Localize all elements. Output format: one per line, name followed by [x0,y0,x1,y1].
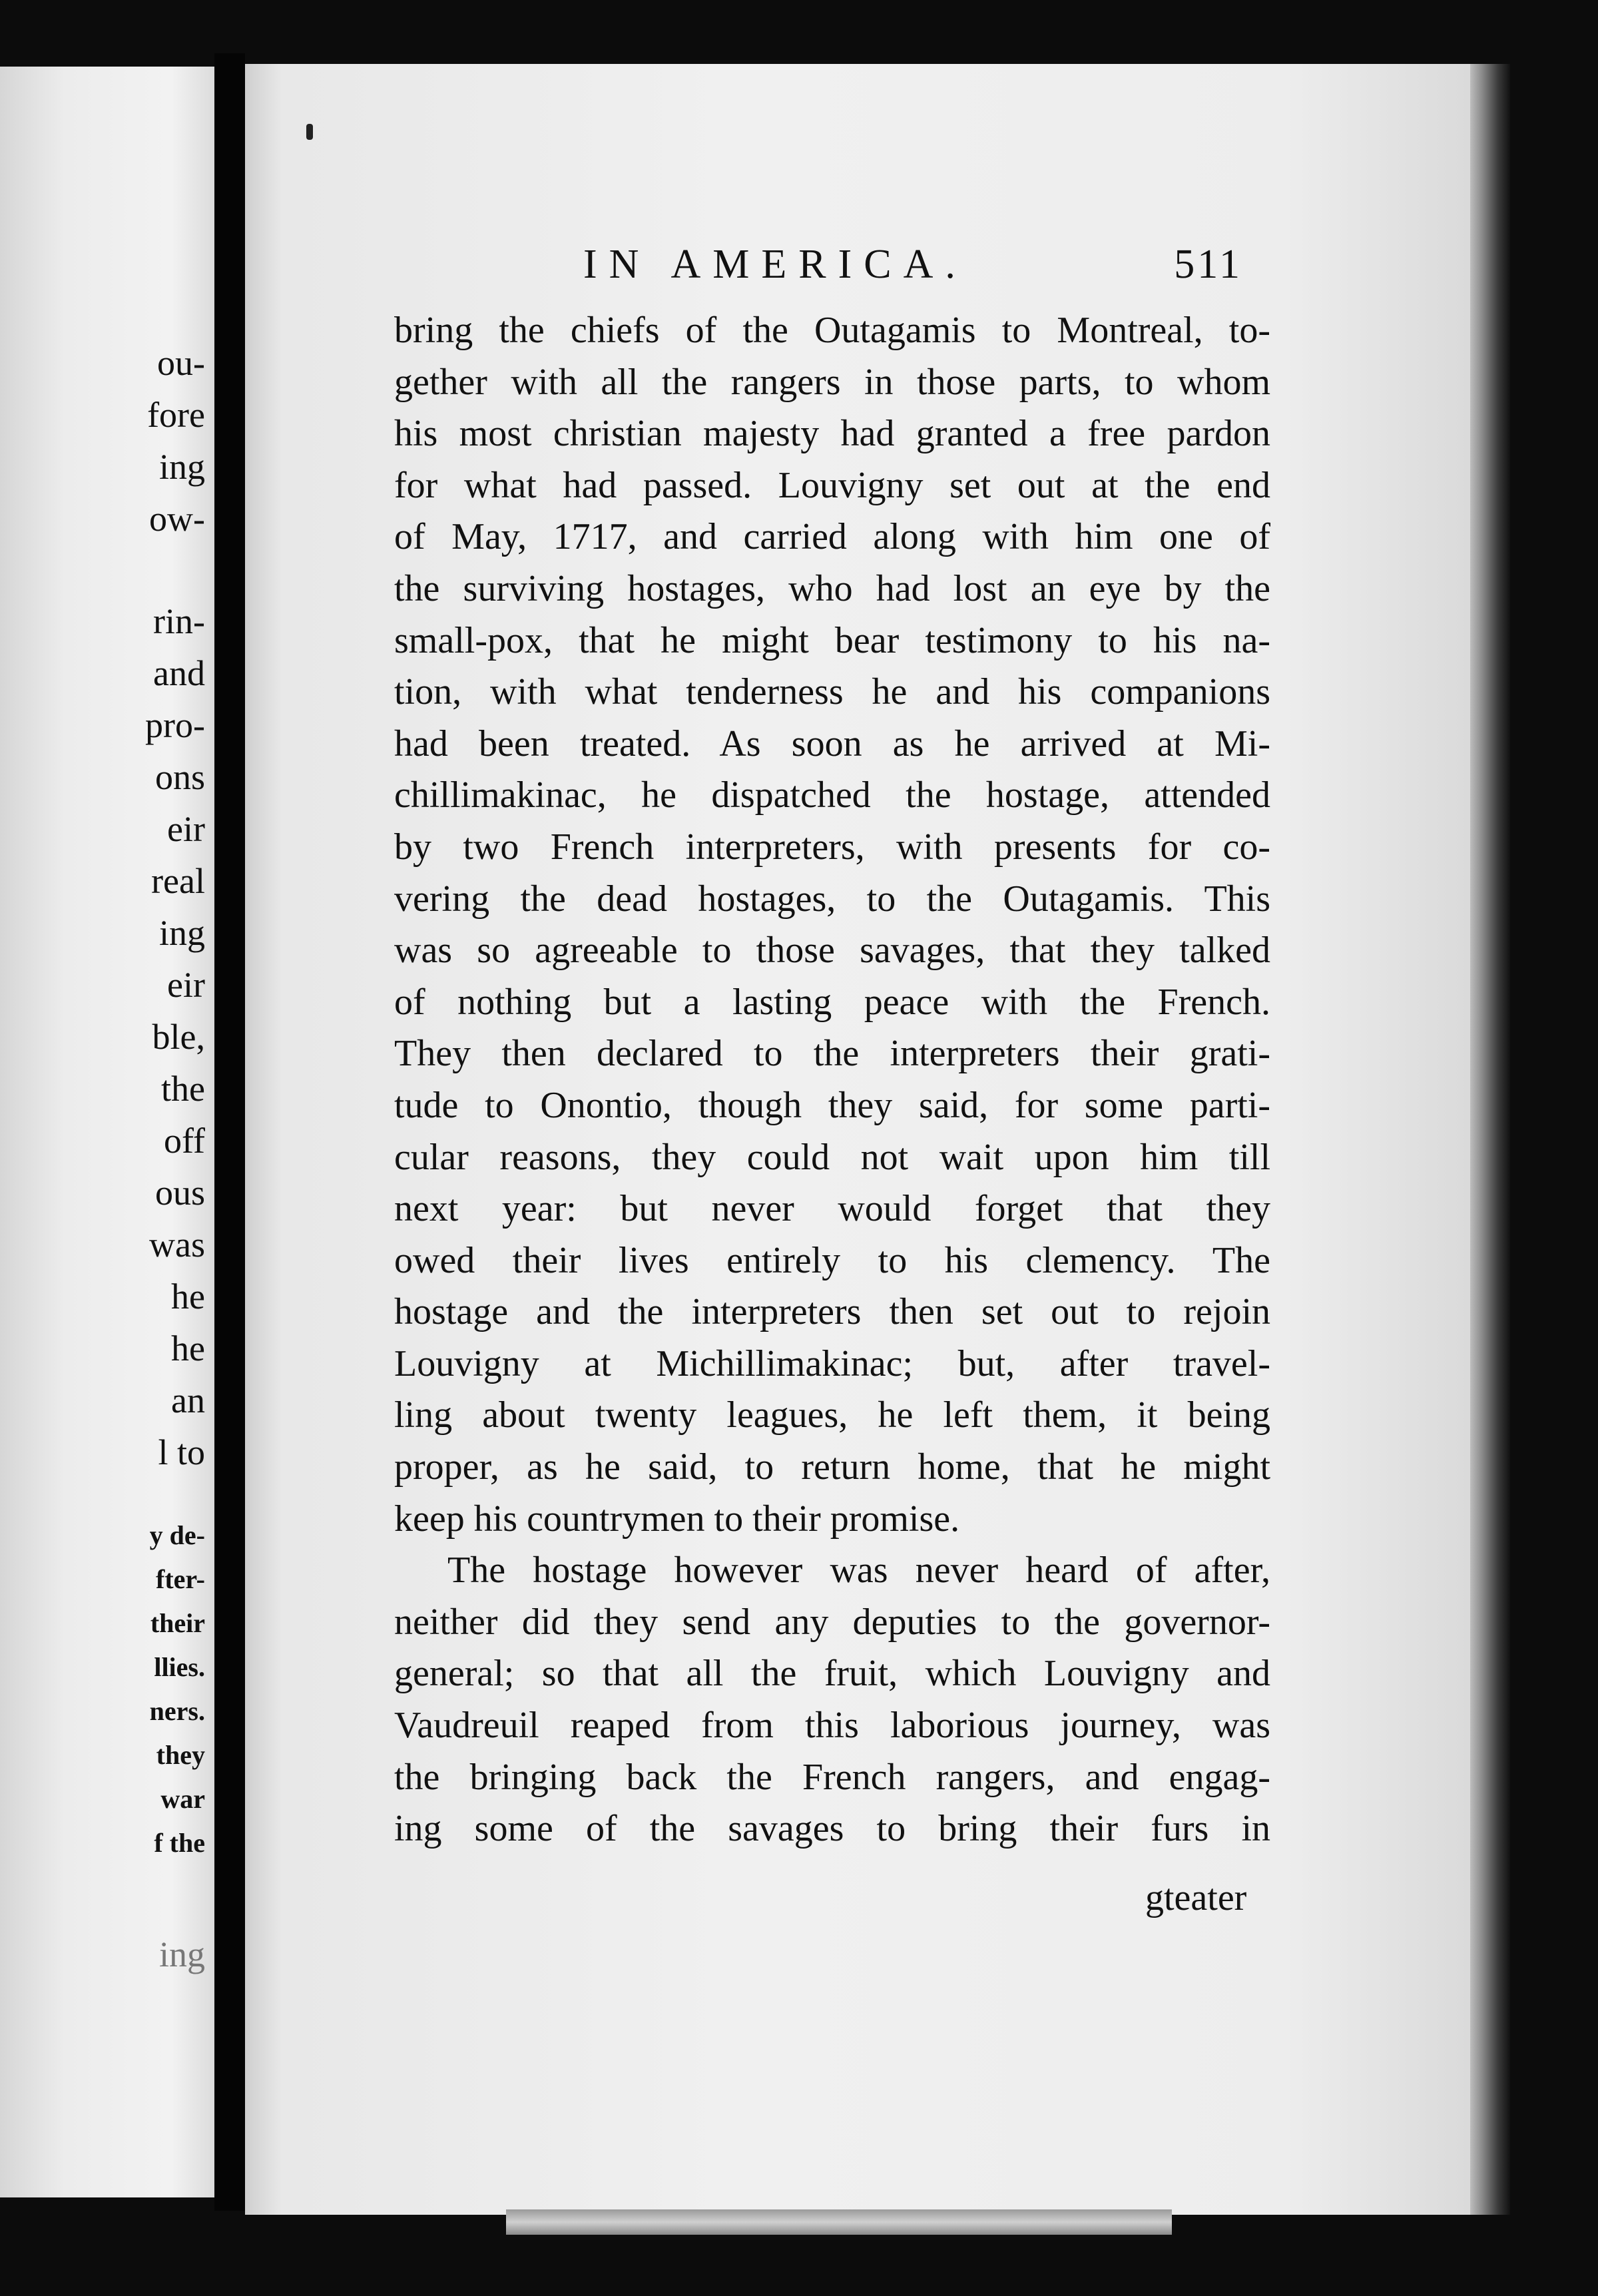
facing-page-fragment: they [156,1740,205,1770]
text-line: of nothing but a lasting peace with the French. [394,981,1270,1023]
text-line: was so agreeable to those savages, that they talked [394,930,1270,972]
facing-page-fragment: llies. [154,1652,205,1682]
text-line: by two French interpreters, with presents for co- [394,826,1270,868]
facing-page-fragment: ow- [149,499,205,539]
text-line: keep his countrymen to their promise. [394,1498,960,1540]
page-header [543,241,1242,294]
text-line: small-pox, that he might bear testimony to his na- [394,619,1270,661]
facing-page-fragment: fore [147,395,205,435]
facing-page-fragment: the [161,1069,205,1109]
facing-page-fragment: war [160,1784,205,1814]
facing-page-fragment: their [150,1608,205,1638]
text-line: Vaudreuil reaped from this laborious journey, was [394,1705,1270,1747]
text-line: bring the chiefs of the Outagamis to Montreal, to- [394,310,1270,351]
facing-page-fragment: ons [154,757,205,797]
facing-page-fragment: ing [158,447,205,487]
text-line: of May, 1717, and carried along with him one of [394,516,1270,558]
page-edge [1470,64,1510,2215]
scan-strip [506,2209,1172,2235]
facing-page-fragment: ous [154,1173,205,1213]
catchword: gteater [1145,1877,1247,1918]
text-line: had been treated. As soon as he arrived at Mi- [394,722,1270,764]
facing-page-fragment: ing [158,913,205,953]
facing-page-fragment: eir [167,809,205,849]
book-gutter [214,53,245,2211]
facing-page-fragment: eir [167,965,205,1005]
facing-page-fragment: pro- [145,705,205,745]
text-line: for what had passed. Louvigny set out at the end [394,464,1270,506]
facing-page-fragment: he [171,1328,205,1368]
facing-page-fragment: rin- [153,601,205,641]
text-line: cular reasons, they could not wait upon him till [394,1136,1270,1178]
facing-page-fragment: was [149,1225,205,1265]
text-line: Louvigny at Michillimakinac; but, after travel- [394,1342,1270,1384]
ink-speck [306,124,313,140]
text-line: The hostage however was never heard of after, [447,1550,1270,1591]
text-line: vering the dead hostages, to the Outagamis. This [394,878,1270,920]
text-line: gether with all the rangers in those parts, to whom [394,361,1270,403]
body-text [394,305,1270,1855]
text-line: They then declared to the interpreters their grati- [394,1033,1270,1075]
facing-page-fragment: real [151,861,205,901]
page-number: 511 [1174,242,1242,287]
text-line: tion, with what tenderness he and his companions [394,671,1270,713]
facing-page-fragment: l to [158,1432,205,1472]
text-line: proper, as he said, to return home, that he might [394,1446,1270,1488]
facing-page-fragment: f the [154,1828,205,1858]
facing-page-fragment: and [153,653,205,693]
facing-page-fragment: he [171,1277,205,1316]
text-line: hostage and the interpreters then set out to rejoin [394,1291,1270,1333]
text-line: owed their lives entirely to his clemency. The [394,1239,1270,1281]
facing-page-fragment: an [171,1380,205,1420]
text-line: chillimakinac, he dispatched the hostage, attended [394,774,1270,816]
facing-page-fragment: ing [158,1934,205,1974]
facing-page-fragment: y de- [149,1520,205,1550]
text-line: the surviving hostages, who had lost an eye by the [394,567,1270,609]
facing-page-fragment: off [164,1121,205,1161]
facing-page-fragment: ble, [152,1017,205,1057]
text-line: ling about twenty leagues, he left them, it being [394,1394,1270,1436]
text-line: ing some of the savages to bring their furs in [394,1808,1270,1850]
facing-page-fragment: ners. [149,1696,205,1726]
facing-page-fragment: ou- [157,343,205,383]
text-line: his most christian majesty had granted a free pardon [394,413,1270,455]
text-line: neither did they send any deputies to the governor- [394,1601,1270,1643]
text-line: tude to Onontio, though they said, for some parti- [394,1084,1270,1126]
text-line: the bringing back the French rangers, and engag- [394,1756,1270,1798]
text-line: general; so that all the fruit, which Louvigny and [394,1653,1270,1695]
running-head: IN AMERICA. [583,242,967,287]
facing-page [0,67,214,2197]
facing-page-fragment: fter- [156,1564,205,1594]
text-line: next year: but never would forget that they [394,1188,1270,1230]
